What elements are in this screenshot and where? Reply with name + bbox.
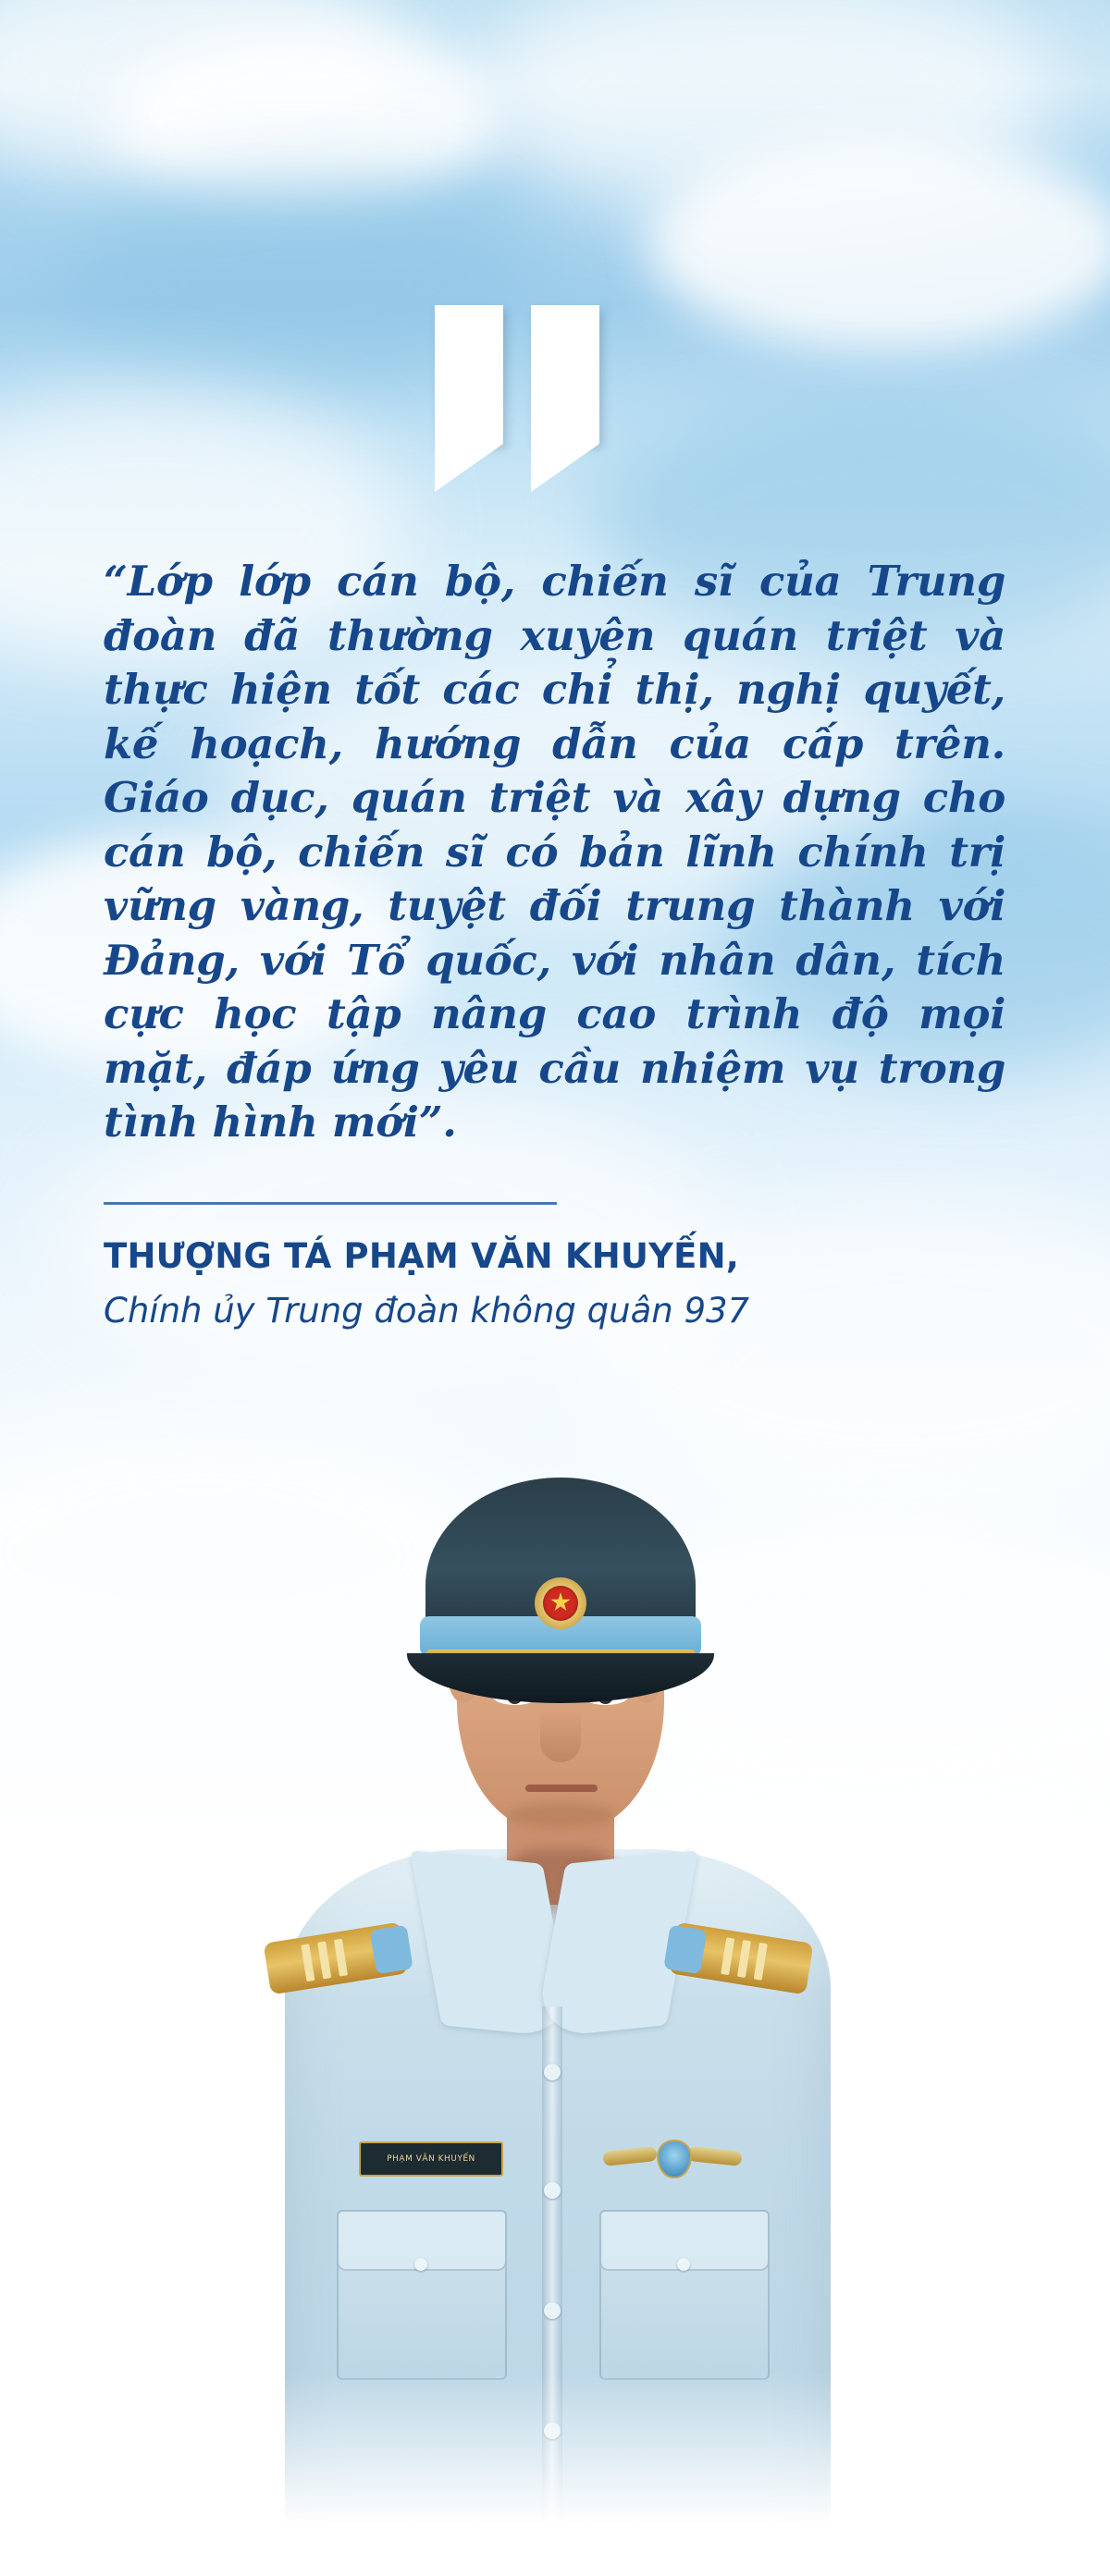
chest-pocket-left <box>337 2210 507 2380</box>
uniform-button <box>544 2302 561 2319</box>
chin-shadow <box>507 1803 616 1827</box>
chest-pocket-right <box>599 2210 770 2380</box>
uniform-button <box>544 2182 561 2199</box>
name-tag-text: PHẠM VĂN KHUYẾN <box>387 2154 475 2164</box>
attribution-role: Chính ủy Trung đoàn không quân 937 <box>104 1290 750 1331</box>
quote-block <box>104 555 1005 1332</box>
quote-text: “Lớp lớp cán bộ, chiến sĩ của Trung đoàn đã thường xuyên quán triệt và thực hiện tốt các chỉ thị, nghị quyết, kế hoạch, hướng dẫn của cấp trên. Giáo dục, quán triệt và xây dựng cho cán bộ, chiến sĩ có bản lĩnh chính trị vững vàng, tuyệt đối trung thành với Đảng, với Tổ quốc, với nhân dân, tích cực học tập nâng cao trình độ mọi mặt, đáp ứng yêu cầu nhiệm vụ trong tình hình mới”. <box>104 557 1005 1147</box>
pilot-wings-badge <box>603 2138 742 2178</box>
uniform-placket <box>542 2006 562 2576</box>
divider-rule <box>104 1202 557 1205</box>
attribution-name: THƯỢNG TÁ PHẠM VĂN KHUYẾN, <box>104 1235 740 1276</box>
nose <box>540 1709 581 1762</box>
name-tag <box>359 2141 503 2177</box>
cap-star-emblem-icon <box>533 1570 588 1635</box>
portrait-photo <box>229 1368 877 2576</box>
uniform-button <box>544 2064 561 2080</box>
uniform-button <box>544 2423 561 2439</box>
open-quote-icon <box>435 305 657 490</box>
mouth <box>525 1785 598 1792</box>
